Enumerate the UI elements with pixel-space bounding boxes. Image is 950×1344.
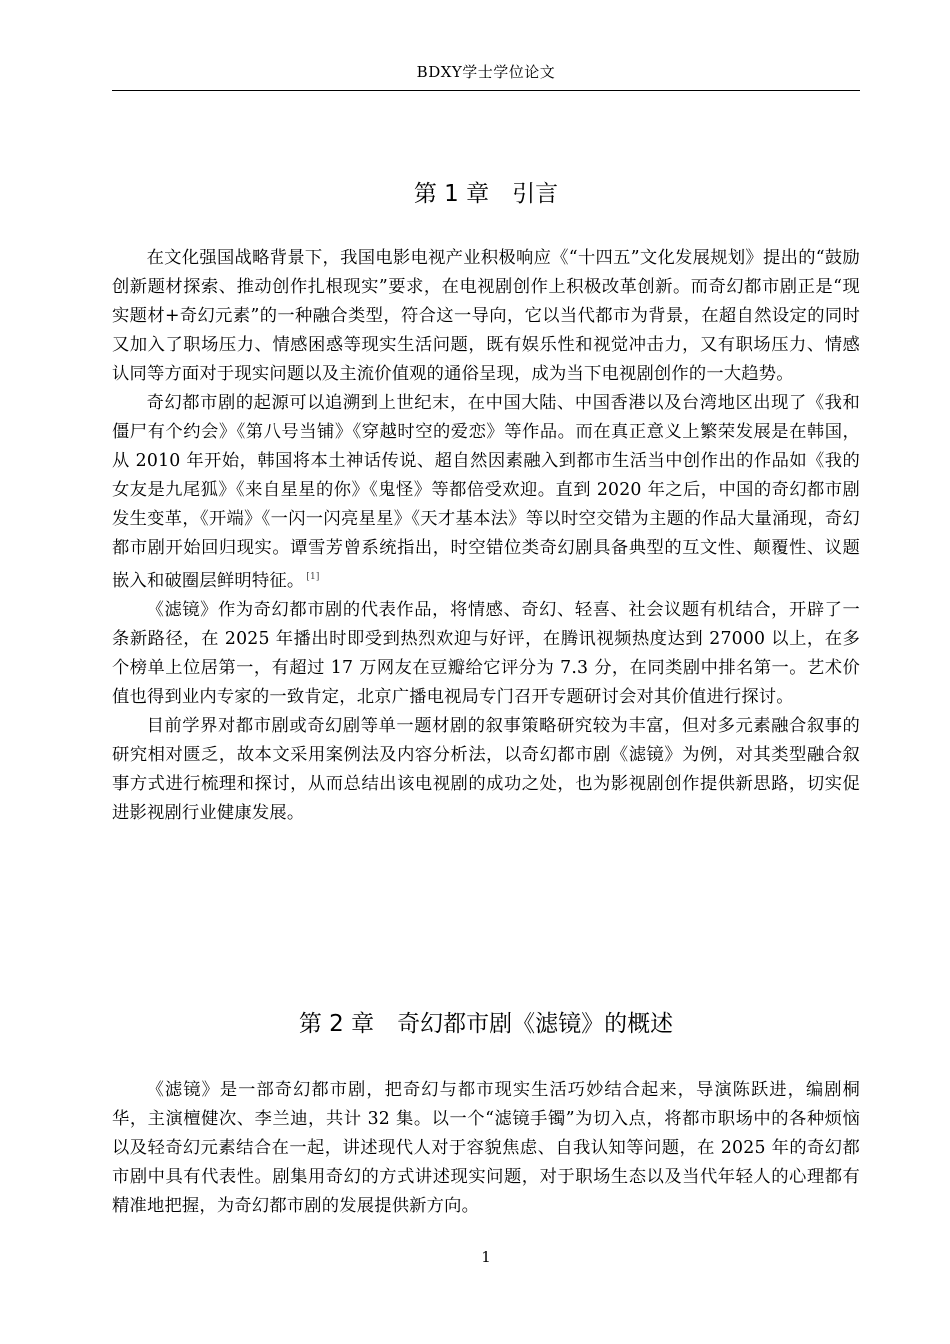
chapter-2-body [112, 1076, 860, 1221]
chapter-1-title: 第 1 章 引言 [413, 181, 559, 207]
chapter-2-title: 第 2 章 奇幻都市剧《滤镜》的概述 [298, 1011, 674, 1037]
paragraph-with-citation [112, 389, 860, 596]
running-header: BDXY学士学位论文 [416, 63, 556, 81]
chapter-1-body [112, 244, 860, 828]
citation-marker[interactable]: [1] [306, 572, 320, 582]
paragraph-text: 奇幻都市剧的起源可以追溯到上世纪末，在中国大陆、中国香港以及台湾地区出现了《我和僵尸有个约会》《第八号当铺》《穿越时空的爱恋》等作品。而在真正意义上繁荣发展是在韩国，从 2010 年开始，韩国将本土神话传说、超自然因素融入到都市生活当中创作出的作品如《我的女友是九尾狐》《来自星星的你》《鬼怪》等都倍受欢迎。直到 2020 年之后，中国的奇幻都市剧发生变革，《开端》《一闪一闪亮星星》《天才基本法》等以时空交错为主题的作品大量涌现，奇幻都市剧开始回归现实。谭雪芳曾系统指出，时空错位类奇幻剧具备典型的互文性、颠覆性、议题嵌入和破圈层鲜明特征。 [112, 393, 860, 591]
paragraph: 目前学界对都市剧或奇幻剧等单一题材剧的叙事策略研究较为丰富，但对多元素融合叙事的研究相对匮乏，故本文采用案例法及内容分析法，以奇幻都市剧《滤镜》为例，对其类型融合叙事方式进行梳理和探讨，从而总结出该电视剧的成功之处，也为影视剧创作提供新思路，切实促进影视剧行业健康发展。 [112, 715, 860, 823]
paragraph: 《滤镜》作为奇幻都市剧的代表作品，将情感、奇幻、轻喜、社会议题有机结合，开辟了一条新路径，在 2025 年播出时即受到热烈欢迎与好评，在腾讯视频热度达到 27000 以上，在多个榜单上位居第一，有超过 17 万网友在豆瓣给它评分为 7.3 分，在同类剧中排名第一。艺术价值也得到业内专家的一致肯定，北京广播电视局专门召开专题研讨会对其价值进行探讨。 [112, 599, 860, 707]
header-divider [112, 90, 860, 91]
paragraph: 在文化强国战略背景下，我国电影电视产业积极响应《“十四五”文化发展规划》提出的“鼓励创新题材探索、推动创作扎根现实”要求，在电视剧创作上积极改革创新。而奇幻都市剧正是“现实题材+奇幻元素”的一种融合类型，符合这一导向，它以当代都市为背景，在超自然设定的同时又加入了职场压力、情感困惑等现实生活问题，既有娱乐性和视觉冲击力，又有职场压力、情感认同等方面对于现实问题以及主流价值观的通俗呈现，成为当下电视剧创作的一大趋势。 [112, 248, 860, 384]
page-number: 1 [481, 1248, 491, 1266]
paragraph: 《滤镜》是一部奇幻都市剧，把奇幻与都市现实生活巧妙结合起来，导演陈跃进，编剧桐华，主演檀健次、李兰迪，共计 32 集。以一个“滤镜手镯”为切入点，将都市职场中的各种烦恼以及轻奇幻元素结合在一起，讲述现代人对于容貌焦虑、自我认知等问题，在 2025 年的奇幻都市剧中具有代表性。剧集用奇幻的方式讲述现实问题，对于职场生态以及当代年轻人的心理都有精准地把握，为奇幻都市剧的发展提供新方向。 [112, 1080, 860, 1216]
